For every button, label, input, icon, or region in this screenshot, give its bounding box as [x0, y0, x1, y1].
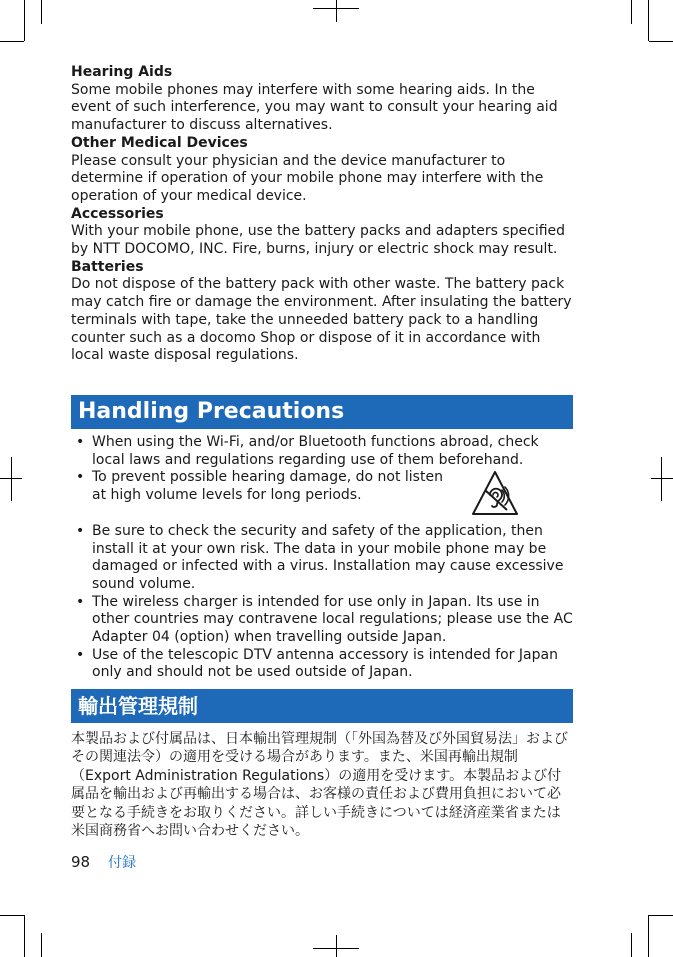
footer-section-label: 付録	[108, 855, 137, 871]
export-control-banner: 輸出管理規制	[71, 689, 573, 723]
list-item: • To prevent possible hearing damage, do not listen at high volume levels for long periods.	[76, 469, 443, 504]
page-footer	[71, 852, 136, 872]
section-heading: Batteries	[71, 258, 144, 275]
list-item-text: When using the Wi-Fi, and/or Bluetooth functions abroad, check local laws and regulations regarding use of them beforehand.	[92, 434, 539, 468]
section-body: With your mobile phone, use the battery packs and adapters specified by NTT DOCOMO, INC. Fire, burns, injury or electric shock may result.	[71, 223, 566, 258]
export-control-body: 本製品および付属品は、日本輸出管理規制（「外国為替及び外国貿易法」およびその関連法令）の適用を受ける場合があります。また、米国再輸出規制（Export Administration Regulations）の適用を受けます。本製品および付属品を輸出および再輸出する場合は、お客様の責任および費用負担において必要となる手続きをお取りください。詳しい手続きについては経済産業省または米国商務省へお問い合わせください。	[71, 731, 568, 840]
list-item: • Use of the telescopic DTV antenna accessory is intended for Japan only and should not be used outside of Japan.	[76, 646, 558, 681]
list-item-text: To prevent possible hearing damage, do not listen at high volume levels for long periods.	[92, 469, 443, 504]
section-batteries	[71, 259, 574, 365]
hearing-warning-icon	[471, 470, 519, 516]
list-item: • The wireless charger is intended for use only in Japan. Its use in other countries may contravene local regulations; please use the AC Adapter 04 (option) when travelling outside Japan.	[76, 593, 573, 646]
list-item: • Be sure to check the security and safety of the application, then install it at your own risk. The data in your mobile phone may be damaged or infected with a virus. Installation may cause excessive sound volume.	[76, 522, 564, 592]
page-number: 98	[71, 853, 91, 871]
list-item-text: Be sure to check the security and safety of the application, then install it at your own risk. The data in your mobile phone may be damaged or infected with a virus. Installation may cause excessive sound volume.	[92, 522, 564, 592]
safety-sections	[71, 64, 574, 365]
section-body: Some mobile phones may interfere with some hearing aids. In the event of such interference, you may want to consult your hearing aid manufacturer to discuss alternatives.	[71, 81, 558, 134]
section-body: Please consult your physician and the device manufacturer to determine if operation of your mobile phone may interfere with the operation of your medical device.	[71, 152, 544, 204]
section-heading: Other Medical Devices	[71, 134, 248, 151]
handling-precautions-banner: Handling Precautions	[71, 395, 573, 429]
section-heading: Accessories	[71, 205, 164, 222]
list-item-text: Use of the telescopic DTV antenna accessory is intended for Japan only and should not be used outside of Japan.	[92, 646, 558, 681]
list-item-text: The wireless charger is intended for use only in Japan. Its use in other countries may contravene local regulations; please use the AC Adapter 04 (option) when travelling outside Japan.	[92, 593, 573, 646]
section-other-medical-devices	[71, 135, 574, 206]
list-item: • When using the Wi-Fi, and/or Bluetooth functions abroad, check local laws and regulations regarding use of them beforehand.	[76, 434, 539, 468]
section-heading: Hearing Aids	[71, 64, 173, 80]
section-accessories	[71, 206, 574, 259]
section-body: Do not dispose of the battery pack with other waste. The battery pack may catch fire or damage the environment. After insulating the battery terminals with tape, take the unneeded battery pack to a handling counter such as a docomo Shop or dispose of it in accordance with local waste disposal regulations.	[71, 276, 572, 364]
section-hearing-aids	[71, 64, 574, 135]
